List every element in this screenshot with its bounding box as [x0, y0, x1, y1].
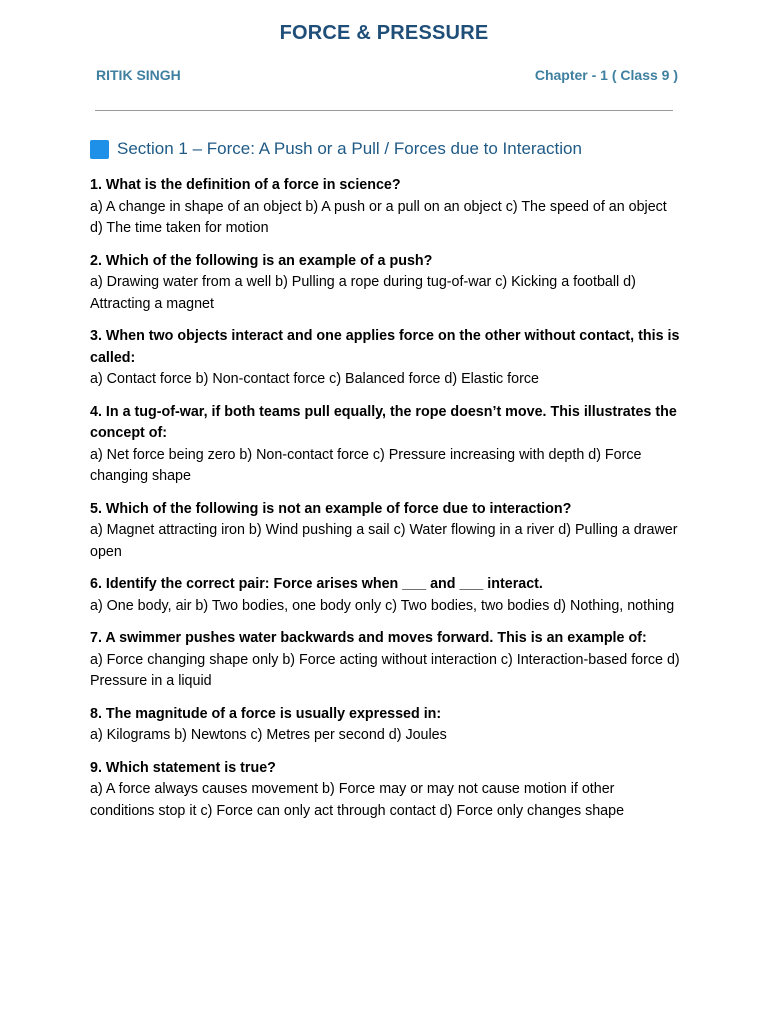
header-divider — [95, 110, 673, 111]
blue-square-icon — [90, 140, 109, 159]
chapter-label: Chapter - 1 ( Class 9 ) — [534, 67, 678, 83]
question-item — [90, 704, 682, 747]
author-name: RITIK SINGH — [96, 67, 181, 83]
question-options: a) Kilograms b) Newtons c) Metres per second d) Joules — [90, 727, 447, 743]
question-text: 4. In a tug-of-war, if both teams pull equally, the rope doesn’t move. This illustrates the concept of: — [90, 403, 677, 441]
question-list — [90, 175, 682, 833]
question-item — [90, 499, 682, 564]
section-heading-text: Section 1 – Force: A Push or a Pull / Forces due to Interaction — [117, 139, 582, 158]
question-item — [90, 402, 682, 488]
question-item — [90, 758, 682, 823]
question-item — [90, 628, 682, 693]
question-text: 6. Identify the correct pair: Force arises when ___ and ___ interact. — [90, 576, 543, 592]
question-item — [90, 251, 682, 316]
question-text: 5. Which of the following is not an example of force due to interaction? — [90, 500, 572, 517]
section-heading — [90, 139, 582, 159]
question-text: 7. A swimmer pushes water backwards and moves forward. This is an example of: — [90, 630, 647, 646]
question-item — [90, 326, 682, 391]
question-item — [90, 175, 682, 240]
question-options: a) A change in shape of an object b) A push or a pull on an object c) The speed of an object d) The time taken for motion — [90, 198, 667, 236]
question-item — [90, 574, 682, 617]
question-options: a) Drawing water from a well b) Pulling a rope during tug-of-war c) Kicking a football d) Attracting a magnet — [90, 274, 636, 312]
question-text: 9. Which statement is true? — [90, 759, 276, 776]
question-options: a) One body, air b) Two bodies, one body only c) Two bodies, two bodies d) Nothing, nothing — [90, 597, 675, 614]
question-options: a) Force changing shape only b) Force acting without interaction c) Interaction-based force d) Pressure in a liquid — [90, 651, 680, 689]
question-options: a) Contact force b) Non-contact force c) Balanced force d) Elastic force — [90, 371, 539, 387]
question-options: a) A force always causes movement b) Force may or may not cause motion if other conditions stop it c) Force can only act through contact d) Force only changes shape — [90, 781, 625, 819]
question-options: a) Net force being zero b) Non-contact force c) Pressure increasing with depth d) Force changing shape — [90, 446, 642, 484]
question-text: 8. The magnitude of a force is usually expressed in: — [90, 705, 442, 722]
question-text: 2. Which of the following is an example of a push? — [90, 252, 433, 269]
question-text: 3. When two objects interact and one applies force on the other without contact, this is called: — [90, 328, 680, 366]
question-text: 1. What is the definition of a force in science? — [90, 177, 401, 193]
document-title: FORCE & PRESSURE — [279, 22, 489, 44]
question-options: a) Magnet attracting iron b) Wind pushing a sail c) Water flowing in a river d) Pulling a drawer open — [90, 522, 678, 560]
